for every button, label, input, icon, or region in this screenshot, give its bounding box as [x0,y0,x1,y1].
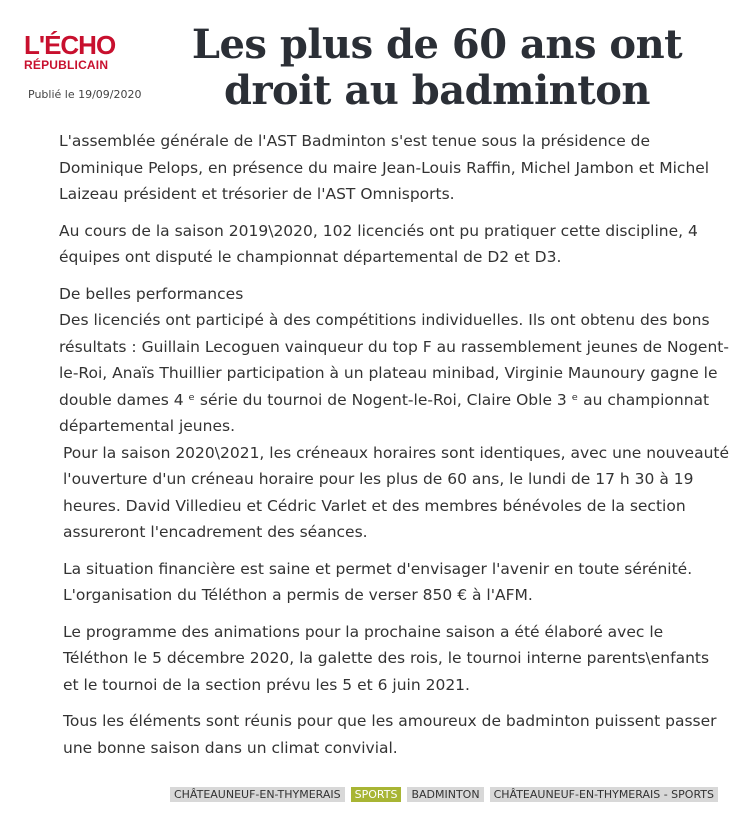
article-paragraph: Tous les éléments sont réunis pour que les amoureux de badminton puissent passer une bonne saison dans un climat convivial. [63,712,717,757]
tag-sports[interactable]: SPORTS [351,787,402,802]
tag-chateauneuf-sports[interactable]: CHÂTEAUNEUF-EN-THYMERAIS - SPORTS [490,787,718,802]
article-paragraph: Le programme des animations pour la prochaine saison a été élaboré avec le Téléthon le 5 décembre 2020, la galette des rois, le tournoi interne parents\enfants et le tournoi de la section prévu les 5 et 6 juin 2021. [63,622,710,694]
article-paragraph: Des licenciés ont participé à des compétitions individuelles. Ils ont obtenu des bons résultats : Guillain Lecoguen vainqueur du top F au rassemblement jeunes de Nogent-le-Roi, Anaïs Thuillier participation à un plateau minibad, Virginie Maunoury gagne le double dames 4 ᵉ série du tournoi de Nogent-le-Roi, Claire Oble 3 ᵉ au championnat départemental jeunes. [59,311,729,435]
tag-badminton[interactable]: BADMINTON [407,787,483,802]
article-paragraph: L'assemblée générale de l'AST Badminton s'est tenue sous la présidence de Dominique Pelops, en présence du maire Jean-Louis Raffin, Michel Jambon et Michel Laizeau président et trésorier de l'AST Omnisports. [59,132,710,203]
brand-logo[interactable] [24,32,115,72]
logo-subtitle: RÉPUBLICAIN [24,58,109,72]
article-paragraph: Pour la saison 2020\2021, les créneaux horaires sont identiques, avec une nouveauté l'ouverture d'un créneau horaire pour les plus de 60 ans, le lundi de 17 h 30 à 19 heures. David Villedieu et Cédric Varlet et des membres bénévoles de la section assureront l'encadrement des séances. [63,443,730,541]
article-body [59,128,729,771]
article-title: Les plus de 60 ans ont droit au badminton [191,21,683,114]
tag-list [170,787,718,802]
article-paragraph: La situation financière est saine et permet d'envisager l'avenir en toute sérénité. L'organisation du Téléthon a permis de verser 850 € à l'AFM. [63,559,693,604]
tag-chateauneuf[interactable]: CHÂTEAUNEUF-EN-THYMERAIS [170,787,345,802]
logo-wordmark: L'ÉCHO [24,30,116,60]
article-paragraph: Au cours de la saison 2019\2020, 102 licenciés ont pu pratiquer cette discipline, 4 équipes ont disputé le championnat départemental de D2 et D3. [59,221,698,266]
publish-date: Publié le 19/09/2020 [28,88,142,101]
article-subheading: De belles performances [59,284,244,303]
